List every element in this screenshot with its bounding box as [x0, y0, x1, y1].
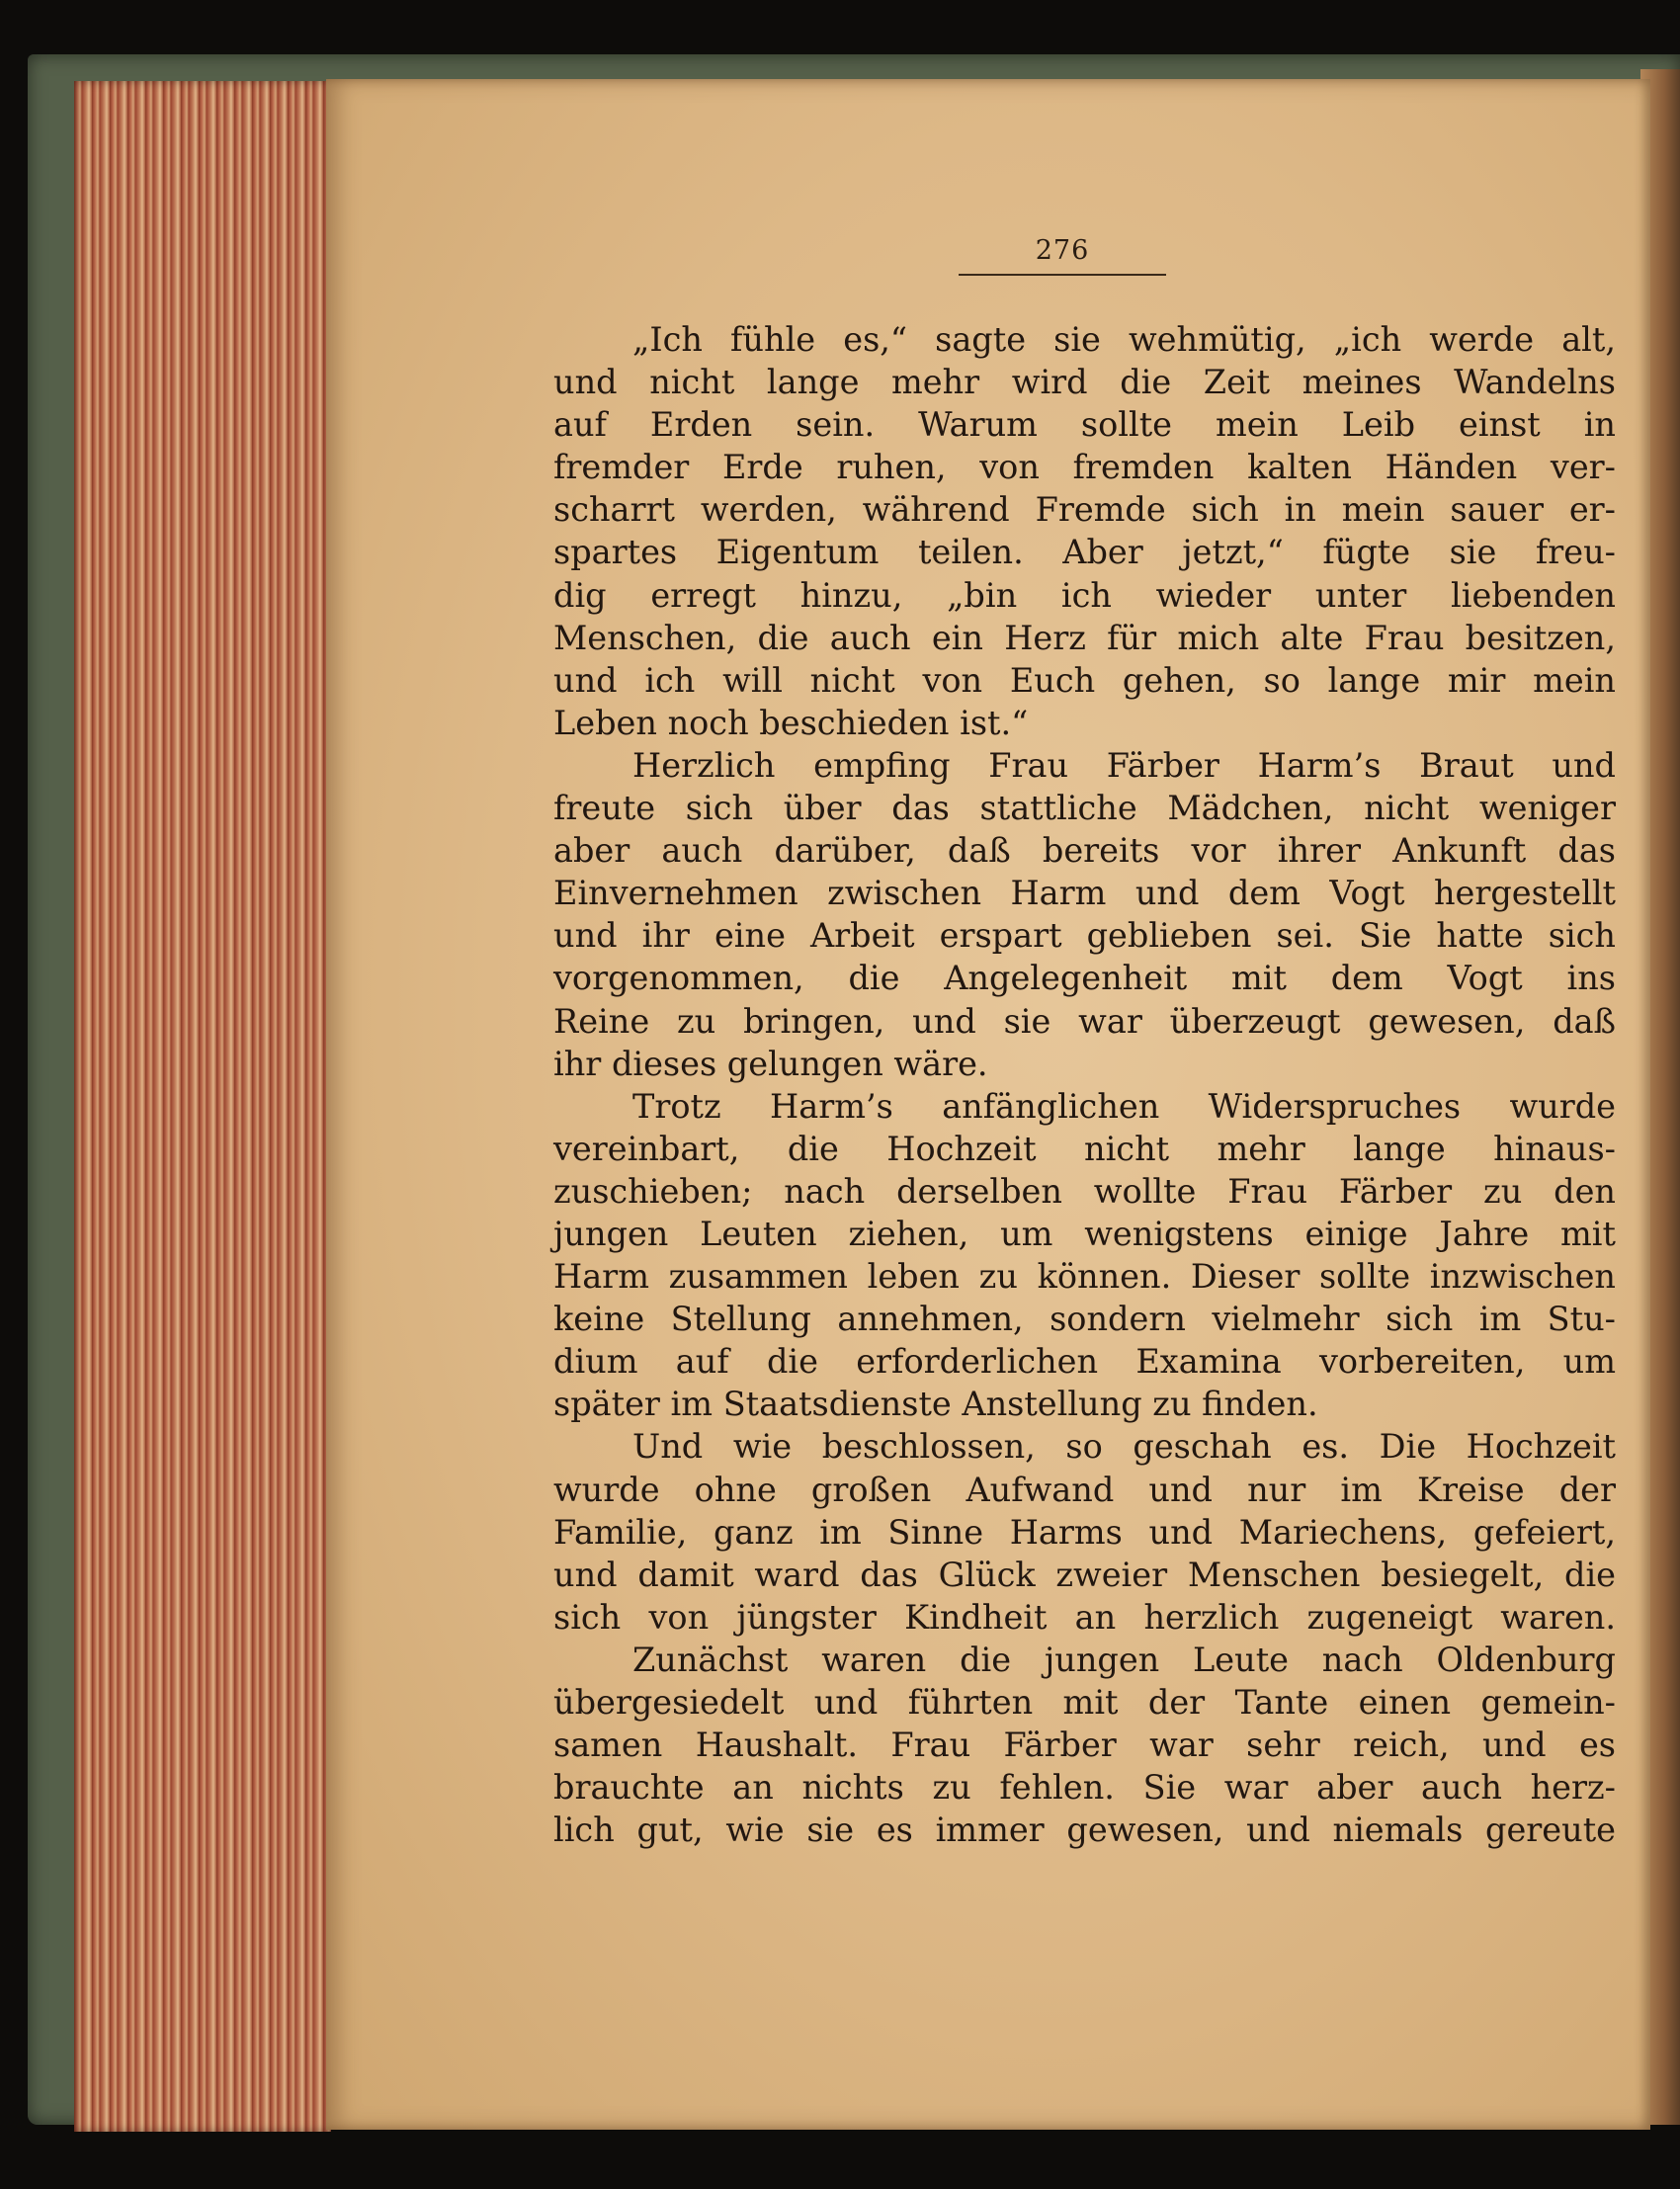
- text-line: Leben noch beschieden ist.“: [553, 703, 1029, 742]
- text-line: „Ich fühle es,“ sagte sie wehmütig, „ich werde alt,: [632, 320, 1616, 359]
- text-line: Reine zu bringen, und sie war überzeugt gewesen, daß: [553, 1001, 1616, 1041]
- page-header: [959, 235, 1166, 276]
- text-line: vorgenommen, die Angelegenheit mit dem Vogt ins: [553, 959, 1616, 998]
- text-line: dium auf die erforderlichen Examina vorbereiten, um: [553, 1342, 1616, 1382]
- text-line: Und wie beschlossen, so geschah es. Die Hochzeit: [632, 1427, 1616, 1467]
- text-line: scharrt werden, während Fremde sich in mein sauer er-: [553, 490, 1616, 530]
- text-line: sich von jüngster Kindheit an herzlich zugeneigt waren.: [553, 1597, 1616, 1637]
- text-line: später im Staatsdienste Anstellung zu finden.: [553, 1385, 1318, 1424]
- text-line: übergesiedelt und führten mit der Tante einen gemein-: [553, 1683, 1616, 1722]
- text-line: und damit ward das Glück zweier Menschen besiegelt, die: [553, 1555, 1616, 1594]
- text-line: dig erregt hinzu, „bin ich wieder unter liebenden: [553, 575, 1616, 615]
- text-line: wurde ohne großen Aufwand und nur im Kreise der: [553, 1470, 1616, 1509]
- text-line: jungen Leuten ziehen, um wenigstens einige Jahre mit: [553, 1214, 1616, 1253]
- text-line: Zunächst waren die jungen Leute nach Oldenburg: [632, 1640, 1616, 1679]
- text-line: Trotz Harm’s anfänglichen Widerspruches wurde: [632, 1086, 1616, 1126]
- text-line: Herzlich empfing Frau Färber Harm’s Braut und: [632, 745, 1616, 785]
- text-line: Menschen, die auch ein Herz für mich alte Frau besitzen,: [553, 618, 1616, 657]
- text-line: freute sich über das stattliche Mädchen, nicht weniger: [553, 789, 1616, 828]
- page-edges-stack: [74, 81, 331, 2132]
- text-line: und ich will nicht von Euch gehen, so lange mir mein: [553, 660, 1616, 700]
- header-rule: [959, 274, 1166, 276]
- text-line: und nicht lange mehr wird die Zeit meines Wandelns: [553, 363, 1616, 402]
- text-line: spartes Eigentum teilen. Aber jetzt,“ fügte sie freu-: [553, 533, 1616, 572]
- page-text: [553, 318, 1616, 1851]
- text-line: auf Erden sein. Warum sollte mein Leib einst in: [553, 405, 1616, 445]
- text-line: keine Stellung annehmen, sondern vielmehr sich im Stu-: [553, 1300, 1616, 1339]
- text-line: fremder Erde ruhen, von fremden kalten Händen ver-: [553, 448, 1616, 487]
- text-line: Harm zusammen leben zu können. Dieser sollte inzwischen: [553, 1257, 1616, 1297]
- text-line: samen Haushalt. Frau Färber war sehr reich, und es: [553, 1726, 1616, 1765]
- page-number: 276: [1035, 235, 1090, 266]
- text-line: vereinbart, die Hochzeit nicht mehr lange hinaus-: [553, 1129, 1616, 1168]
- text-line: und ihr eine Arbeit erspart geblieben sei. Sie hatte sich: [553, 916, 1616, 956]
- text-line: lich gut, wie sie es immer gewesen, und niemals gereute: [553, 1810, 1616, 1850]
- text-line: Einvernehmen zwischen Harm und dem Vogt hergestellt: [553, 874, 1616, 913]
- text-line: ihr dieses gelungen wäre.: [553, 1044, 988, 1083]
- text-line: zuschieben; nach derselben wollte Frau Färber zu den: [553, 1171, 1616, 1211]
- text-line: aber auch darüber, daß bereits vor ihrer Ankunft das: [553, 831, 1616, 871]
- text-line: brauchte an nichts zu fehlen. Sie war aber auch herz-: [553, 1768, 1616, 1808]
- text-line: Familie, ganz im Sinne Harms und Mariechens, gefeiert,: [553, 1512, 1616, 1552]
